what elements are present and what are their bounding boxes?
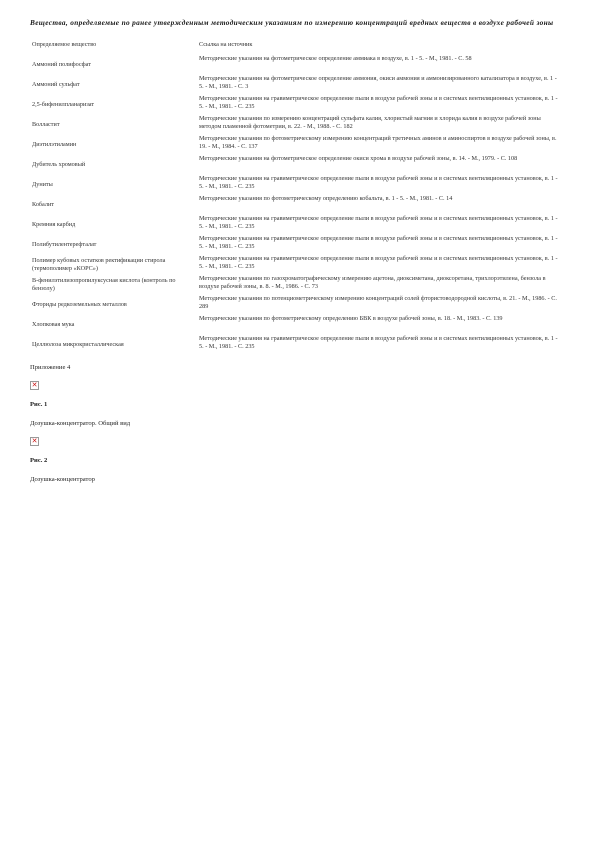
- substance-name: Диэтилэтиламин: [32, 140, 77, 148]
- table-row: [30, 55, 562, 75]
- source-reference: Методические указания на гравиметрическое определение пыли в воздухе рабочей зоны и в системах вентиляционных установок, в. 1 - 5. - М., 1981. - С. 235: [199, 214, 558, 230]
- table-row: [30, 215, 562, 235]
- substance-name: Хлопковая мука: [32, 320, 75, 328]
- document-heading: Вещества, определяемые по ранее утвержденным методическим указаниям по измерению концентраций вредных веществ в воздухе рабочей зоны: [30, 18, 554, 27]
- table-row: [30, 135, 562, 155]
- table-header-row: [30, 36, 562, 55]
- table-row: [30, 175, 562, 195]
- source-reference: Методические указания на гравиметрическое определение пыли в воздухе рабочей зоны и в системах вентиляционных установок, в. 1 - 5. - М., 1981. - С. 235: [199, 254, 558, 270]
- table-row: [30, 115, 562, 135]
- substance-name: Дубитель хромовый: [32, 160, 86, 168]
- substance-name: Аммоний сульфат: [32, 80, 80, 88]
- figure-number: Рис. 1: [30, 400, 48, 408]
- figure-caption: Дозушка-концентратор: [30, 475, 95, 483]
- source-reference: Методические указания по фотометрическому определению БВК в воздухе рабочей зоны, в. 18. - М., 1983. - С. 139: [199, 314, 503, 322]
- document-page: [30, 18, 570, 483]
- substance-name: Фториды редкоземельных металлов: [32, 300, 127, 308]
- substance-name: Полибутилентерефталат: [32, 240, 97, 248]
- broken-image-icon: ✕: [31, 436, 38, 445]
- table-row: [30, 255, 562, 275]
- column-header-substance: Определяемое вещество: [32, 40, 97, 48]
- figure-number: Рис. 2: [30, 456, 48, 464]
- substance-name: Полимер кубовых остатков ректификации стирола (термополимер «КОРС»): [32, 256, 166, 272]
- substance-name: Дуниты: [32, 180, 53, 188]
- table-row: [30, 195, 562, 215]
- table-row: [30, 155, 562, 175]
- source-reference: Методические указания на гравиметрическое определение пыли в воздухе рабочей зоны и в системах вентиляционных установок, в. 1 - 5. - М., 1981. - С. 235: [199, 334, 558, 350]
- substance-name: Кобалит: [32, 200, 54, 208]
- source-reference: Методические указания на фотометрическое определение окиси хрома в воздухе рабочей зоны, в. 14. - М., 1979. - С. 108: [199, 154, 518, 162]
- substance-name: Кремния карбид: [32, 220, 76, 228]
- source-reference: Методические указания на фотометрическое определение аммиака в воздухе, в. 1 - 5. - М., 1981. - С. 58: [199, 54, 472, 62]
- column-header-source: Ссылка на источник: [199, 40, 253, 48]
- substance-name: Целлюлоза микрокристаллическая: [32, 340, 124, 348]
- source-reference: Методические указания по фотометрическому определению кобальта, в. 1 - 5. - М., 1981. - С. 14: [199, 194, 453, 202]
- substance-name: Волластит: [32, 120, 60, 128]
- table-row: [30, 95, 562, 115]
- source-reference: Методические указания на гравиметрическое определение пыли в воздухе рабочей зоны и в системах вентиляционных установок, в. 1 - 5. - М., 1981. - С. 235: [199, 174, 558, 190]
- source-reference: Методические указания по фотометрическому измерению концентраций третичных аминов и аминоспиртов в воздухе рабочей зоны, в. 19. - М., 1984. - С. 137: [199, 134, 557, 150]
- substance-name: 2,5-бифенилпланаризат: [32, 100, 95, 108]
- source-reference: Методические указания по измерению концентраций сульфата калия, хлористый магния и хлорида калия в воздухе рабочей зоны методом пламенной фотометрии, в. 22. - М., 1988. - С. 182: [199, 114, 541, 130]
- appendix-label: Приложение 4: [30, 363, 71, 371]
- source-reference: Методические указания по потенциометрическому измерению концентраций солей фтористоводородной кислоты, в. 21. - М., 1986. - С. 289: [199, 294, 557, 310]
- table-row: [30, 335, 562, 355]
- figure-caption: Дозушка-концентратор. Общий вид: [30, 419, 131, 427]
- source-reference: Методические указания на фотометрическое определение аммония, окиси аммония и аммонизированного катализатора в воздухе, в. 1 - 5. - М., 1981. - С. 3: [199, 74, 557, 90]
- table-row: [30, 235, 562, 255]
- table-row: [30, 295, 562, 315]
- substance-name: Β-фенилэтилизопропилуксусная кислота (контроль по бензолу): [32, 276, 176, 292]
- source-reference: Методические указания по газохроматографическому измерению ацетона, диоксиметана, диоксоретана, трихлорэтилена, бензола в воздухе рабочей зоны, в. 8. - М., 1986. - С. 73: [199, 274, 546, 290]
- substance-name: Аммоний полифосфат: [32, 60, 91, 68]
- source-reference: Методические указания на гравиметрическое определение пыли в воздухе рабочей зоны и в системах вентиляционных установок, в. 1 - 5. - М., 1981. - С. 235: [199, 234, 558, 250]
- source-reference: Методические указания на гравиметрическое определение пыли в воздухе рабочей зоны и в системах вентиляционных установок, в. 1 - 5. - М., 1981. - С. 235: [199, 94, 558, 110]
- table-row: [30, 275, 562, 295]
- substances-table: [30, 36, 562, 355]
- table-row: [30, 75, 562, 95]
- broken-image-icon: ✕: [31, 380, 38, 389]
- table-row: [30, 315, 562, 335]
